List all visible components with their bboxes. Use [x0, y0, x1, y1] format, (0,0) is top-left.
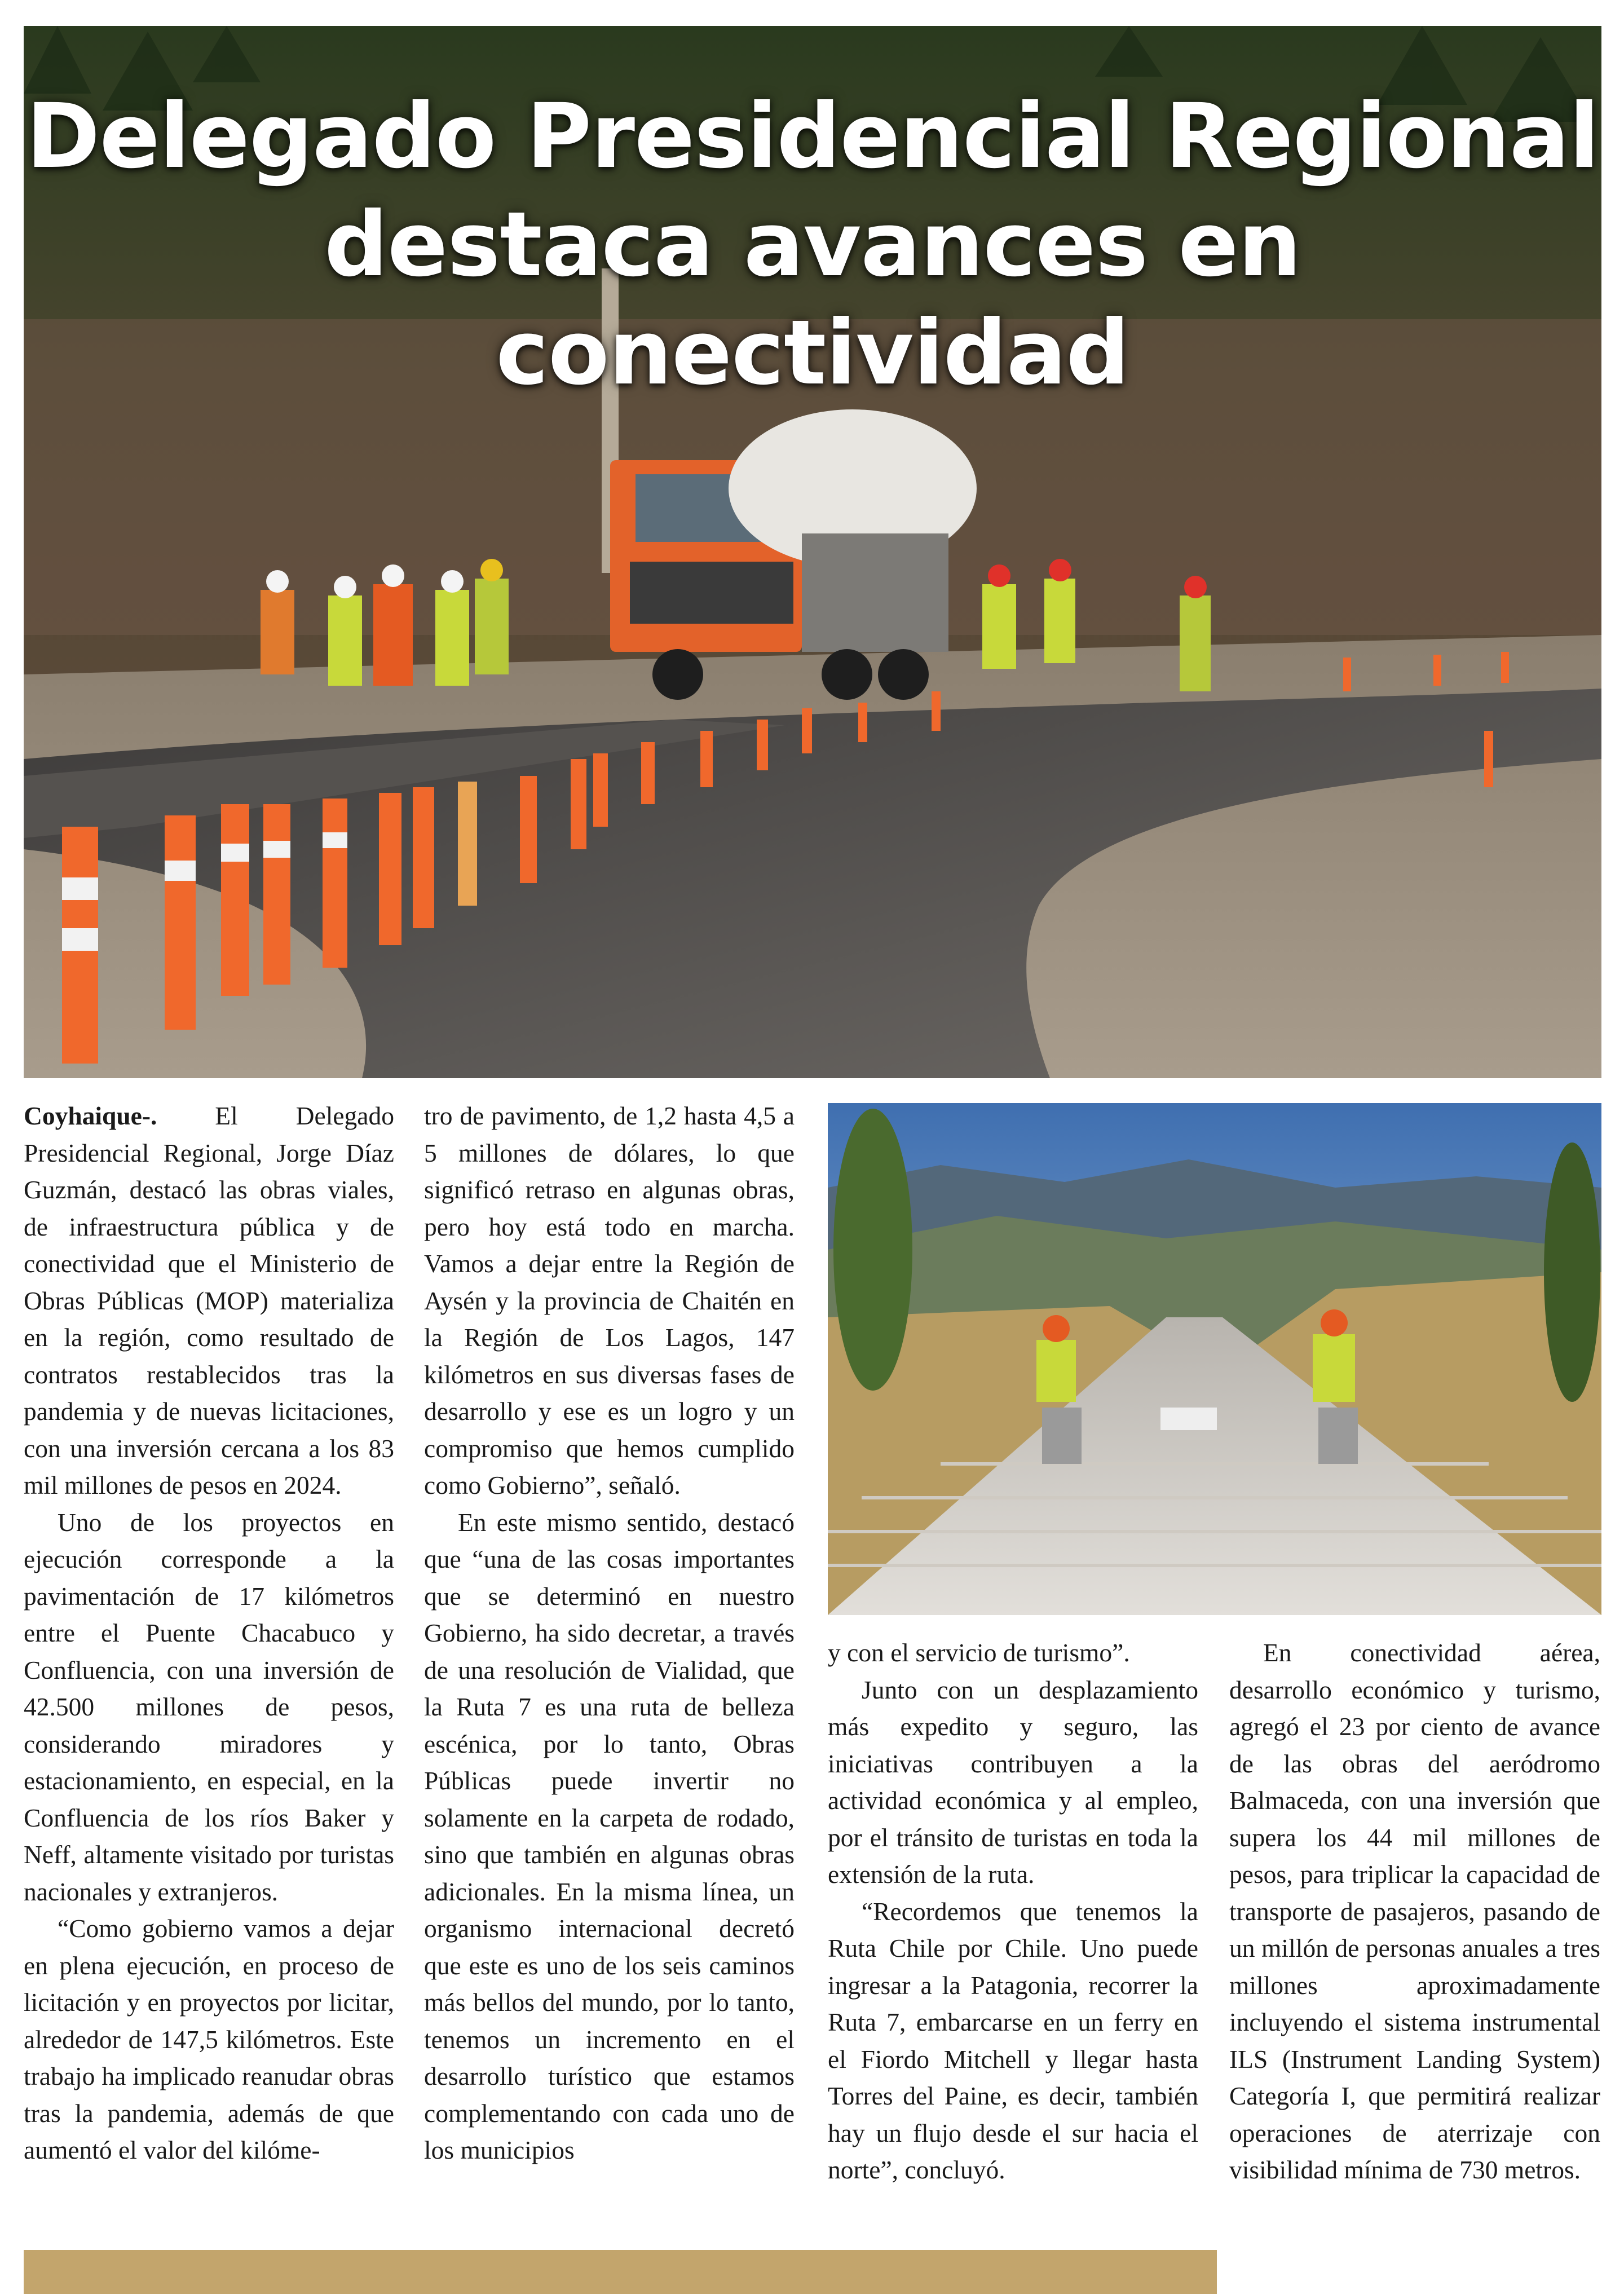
article-column-4 [1229, 1634, 1600, 2189]
article-column-1 [24, 1097, 394, 2169]
article-column-2 [424, 1097, 795, 2169]
paragraph: Uno de los proyectos en ejecución corresponde a la pavimentación de 17 kilómetros entre el Puente Chacabuco y Confluencia, con una inversión de 42.500 millones de pesos, considerando miradores y estacionamiento, en especial, en la Confluencia de los ríos Baker y Neff, altamente visitado por turistas nacionales y extranjeros. [24, 1507, 394, 1906]
article-column-3 [828, 1634, 1198, 2189]
paragraph: tro de pavimento, de 1,2 hasta 4,5 a 5 millones de dólares, lo que significó retraso en algunas obras, pero hoy está todo en marcha. Vamos a dejar entre la Región de Aysén y la provincia de Chaitén en la Región de Los Lagos, 147 kilómetros en sus diversas fases de desarrollo y ese es un logro y un compromiso que hemos cumplido como Gobierno”, señaló. [424, 1101, 795, 1499]
paragraph: y con el servicio de turismo”. [828, 1638, 1130, 1667]
route-7-photo [828, 1103, 1601, 1615]
dateline: Coyhaique-. [24, 1101, 157, 1130]
paving-workers-photo [828, 1103, 1601, 1615]
headline-line-2: destaca avances en conectividad [324, 193, 1301, 405]
paragraph: “Recordemos que tenemos la Ruta Chile por Chile. Uno puede ingresar a la Patagonia, recorrer la Ruta 7, embarcarse en un ferry en el Fiordo Mitchell y llegar hasta Torres del Paine, es decir, también hay un flujo desde el sur hacia el norte”, concluyó. [828, 1896, 1198, 2184]
paragraph: “Como gobierno vamos a dejar en plena ejecución, en proceso de licitación y en proyectos por licitar, alrededor de 147,5 kilómetros. Este trabajo ha implicado reanudar obras tras la pandemia, además de que aumentó el valor del kilóme- [24, 1914, 394, 2164]
footer-bar [24, 2250, 1217, 2294]
paragraph: Junto con un desplazamiento más expedito y seguro, las iniciativas contribuyen a la actividad económica y al empleo, por el tránsito de turistas en toda la extensión de la ruta. [828, 1675, 1198, 1889]
headline [24, 82, 1601, 407]
paragraph [24, 1097, 394, 1504]
paragraph: En este mismo sentido, destacó que “una de las cosas importantes que se determinó en nuestro Gobierno, ha sido decretar, a través de una resolución de Vialidad, que la Ruta 7 es una ruta de belleza escénica, por lo tanto, Obras Públicas puede invertir no solamente en la carpeta de rodado, sino que también en algunas obras adicionales. En la misma línea, un organismo internacional decretó que este es uno de los seis caminos más bellos del mundo, por lo tanto, tenemos un incremento en el desarrollo turístico que estamos complementando con cada uno de los municipios [424, 1507, 795, 2164]
paragraph: En conectividad aérea, desarrollo económico y turismo, agregó el 23 por ciento de avance de las obras del aeródromo Balmaceda, con una inversión que supera los 44 mil millones de pesos, para triplicar la capacidad de transporte de pasajeros, pasando de un millón de personas anuales a tres millones aproximadamente incluyendo el sistema instrumental ILS (Instrument Landing System) Categoría I, que permitirá realizar operaciones de aterrizaje con visibilidad mínima de 730 metros. [1229, 1638, 1600, 2184]
headline-line-1: Delegado Presidencial Regional [26, 85, 1599, 188]
paragraph-text: El Delegado Presidencial Regional, Jorge Díaz Guzmán, destacó las obras viales, de infraestructura pública y de conectividad que el Ministerio de Obras Públicas (MOP) materializa en la región, como resultado de contratos restablecidos tras la pandemia y de nuevas licitaciones, con una inversión cercana a los 83 mil millones de pesos en 2024. [24, 1101, 394, 1499]
hero-photo [24, 26, 1601, 1078]
